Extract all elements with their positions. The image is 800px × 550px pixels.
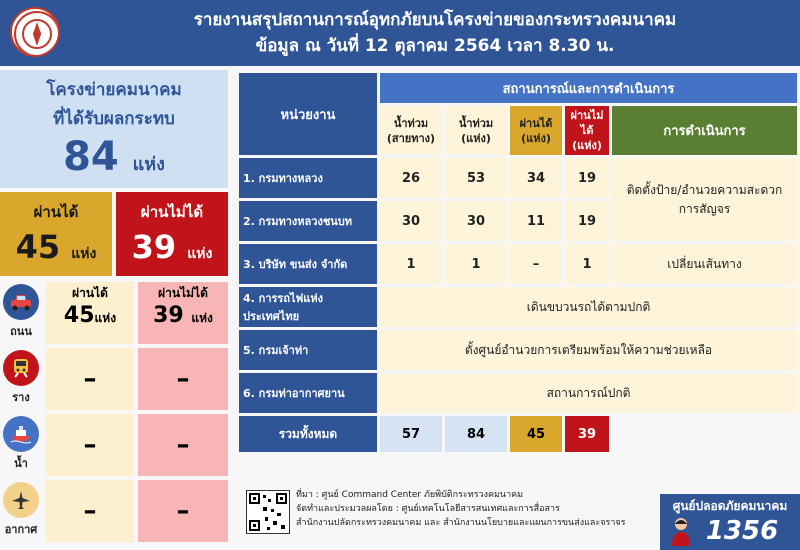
car-icon: [3, 284, 39, 320]
footer: [236, 488, 656, 548]
header-fail: ผ่านไม่ได้ (แห่ง): [565, 106, 609, 155]
hotline-box: [660, 494, 800, 550]
total-fail: 39: [565, 416, 609, 452]
mode-row-air: [0, 480, 228, 542]
situation-table: [236, 70, 800, 455]
header-flood-routes: น้ำท่วม (สายทาง): [380, 106, 442, 155]
total-places: 84: [445, 416, 507, 452]
row-org: 2. กรมทางหลวงชนบท: [239, 201, 377, 241]
airplane-icon: [3, 482, 39, 518]
mode-row-road: [0, 282, 228, 344]
report-title: รายงานสรุปสถานการณ์อุทกภัยบนโครงข่ายของกระทรวงคมนาคม: [193, 10, 677, 30]
row-places: 30: [445, 201, 507, 241]
row-places: 1: [445, 244, 507, 284]
table-row: [239, 244, 797, 284]
row-routes: 26: [380, 158, 442, 198]
table-row: [239, 330, 797, 370]
rail-pass: –: [46, 348, 134, 410]
mode-row-water: [0, 414, 228, 476]
row-org: 1. กรมทางหลวง: [239, 158, 377, 198]
water-mode: [0, 414, 42, 476]
header-banner: [0, 0, 800, 66]
summary-total: 84 แห่ง: [63, 134, 165, 180]
mode-label-road: ถนน: [10, 325, 32, 338]
hotline-title: ศูนย์ปลอดภัยคมนาคม: [672, 499, 788, 513]
summary-pass-box: [0, 192, 112, 276]
summary-fail-label: ผ่านไม่ได้: [140, 203, 204, 221]
air-mode: [0, 480, 42, 542]
road-pass-value: 45แห่ง: [63, 303, 117, 328]
row-fail: 19: [565, 158, 609, 198]
summary-fail-box: [116, 192, 228, 276]
summary-fail-value: 39 แห่ง: [131, 228, 213, 266]
mode-label-rail: ราง: [12, 391, 30, 404]
row-pass: –: [510, 244, 562, 284]
header-org: หน่วยงาน: [239, 73, 377, 155]
operator-icon: [670, 516, 692, 546]
rail-fail: –: [138, 348, 228, 410]
row-pass: 11: [510, 201, 562, 241]
road-mode: [0, 282, 42, 344]
road-fail: [138, 282, 228, 344]
ministry-logo: [10, 7, 60, 57]
road-fail-label: ผ่านไม่ได้: [158, 286, 208, 300]
row-note: ตั้งศูนย์อำนวยการเตรียมพร้อมให้ความช่วยเหลือ: [380, 330, 797, 370]
mode-label-air: อากาศ: [4, 523, 38, 536]
row-note: เดินขบวนรถได้ตามปกติ: [380, 287, 797, 327]
air-pass: –: [46, 480, 134, 542]
summary-title-line1: โครงข่ายคมนาคม: [46, 80, 182, 100]
mode-row-rail: [0, 348, 228, 410]
row-pass: 34: [510, 158, 562, 198]
road-pass-label: ผ่านได้: [72, 286, 108, 300]
table-total-row: [239, 416, 797, 452]
row-org: 4. การรถไฟแห่งประเทศไทย: [239, 287, 377, 327]
total-empty: [612, 416, 797, 452]
table-row: [239, 158, 797, 198]
road-fail-value: 39 แห่ง: [153, 303, 213, 328]
rail-mode: [0, 348, 42, 410]
offices-line: สำนักงานปลัดกระทรวงคมนาคม และ สำนักงานนโยบายและแผนการขนส่งและจราจร: [296, 518, 626, 528]
row-action-1-2: ติดตั้งป้าย/อำนวยความสะดวก การสัญจร: [612, 158, 797, 241]
hotline-number[interactable]: 1356: [705, 516, 779, 546]
air-fail: –: [138, 480, 228, 542]
train-icon: [3, 350, 39, 386]
header-action: การดำเนินการ: [612, 106, 797, 155]
table-row: [239, 287, 797, 327]
total-label: รวมทั้งหมด: [239, 416, 377, 452]
table-row: [239, 373, 797, 413]
total-pass: 45: [510, 416, 562, 452]
source-credits: [296, 488, 676, 530]
qr-code[interactable]: [246, 490, 290, 534]
row-org: 6. กรมท่าอากาศยาน: [239, 373, 377, 413]
row-fail: 19: [565, 201, 609, 241]
header-pass: ผ่านได้ (แห่ง): [510, 106, 562, 155]
ship-icon: [3, 416, 39, 452]
made-by-line: จัดทำและประมวลผลโดย : ศูนย์เทคโนโลยีสารสนเทศและการสื่อสาร: [296, 504, 560, 514]
report-date: ข้อมูล ณ วันที่ 12 ตุลาคม 2564 เวลา 8.30 น.: [255, 36, 615, 56]
row-routes: 1: [380, 244, 442, 284]
total-routes: 57: [380, 416, 442, 452]
mode-label-water: น้ำ: [14, 457, 28, 470]
summary-pass-value: 45 แห่ง: [15, 228, 97, 266]
affected-network-summary: [0, 70, 228, 188]
summary-pass-label: ผ่านได้: [33, 203, 79, 221]
header-flood-places: น้ำท่วม (แห่ง): [445, 106, 507, 155]
row-note: สถานการณ์ปกติ: [380, 373, 797, 413]
row-action: เปลี่ยนเส้นทาง: [612, 244, 797, 284]
row-fail: 1: [565, 244, 609, 284]
water-pass: –: [46, 414, 134, 476]
road-pass: [46, 282, 134, 344]
water-fail: –: [138, 414, 228, 476]
header-situation: สถานการณ์และการดำเนินการ: [380, 73, 797, 103]
source-line: ที่มา : ศูนย์ Command Center ภัยพิบัติกระทรวงคมนาคม: [296, 490, 524, 500]
row-org: 5. กรมเจ้าท่า: [239, 330, 377, 370]
row-routes: 30: [380, 201, 442, 241]
row-org: 3. บริษัท ขนส่ง จำกัด: [239, 244, 377, 284]
summary-title-line2: ที่ได้รับผลกระทบ: [53, 109, 175, 129]
row-places: 53: [445, 158, 507, 198]
